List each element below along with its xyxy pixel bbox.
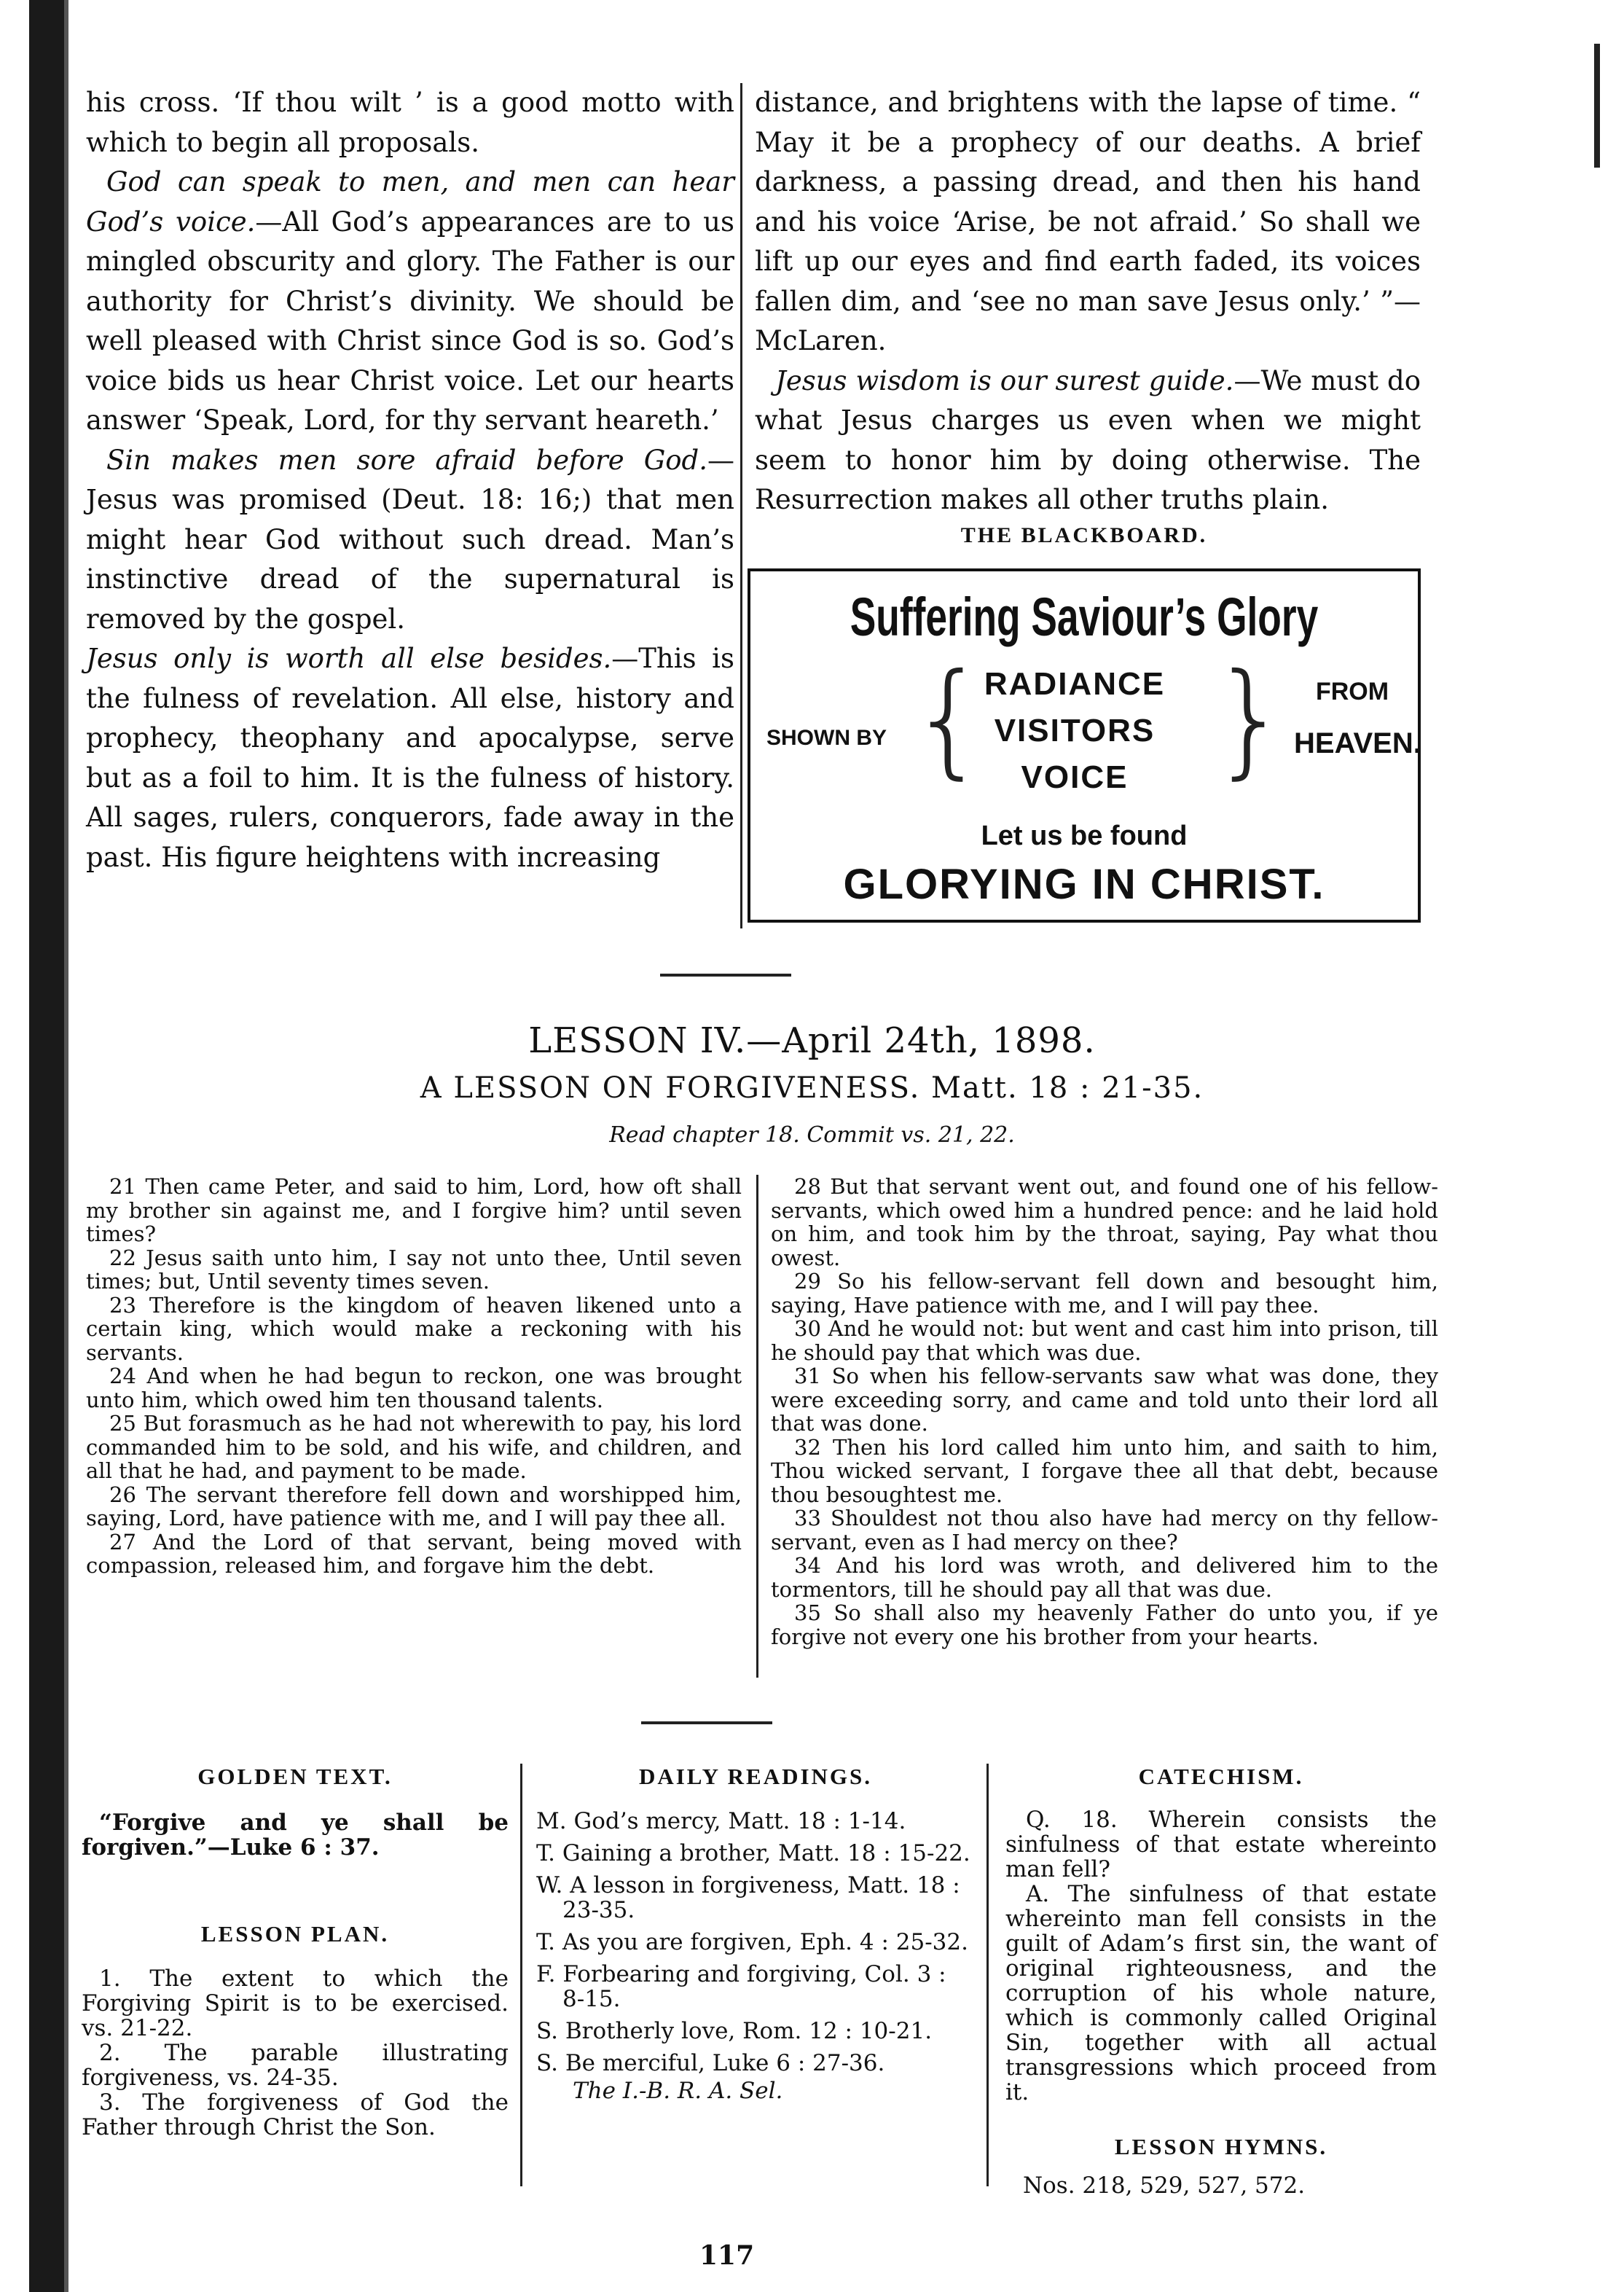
column-divider-bottom-1 — [520, 1764, 522, 2186]
bottom-left-column — [82, 1764, 509, 2140]
paragraph-text: —Jesus was promised (Deut. 18: 16;) that men might hear God without such dread. Man’s instinctive dread of the supernatural is removed by the gospel. — [86, 444, 734, 635]
blackboard-glorying: GLORYING IN CHRIST. — [843, 861, 1325, 908]
lesson-subtitle: A LESSON ON FORGIVENESS. Matt. 18 : 21-35. — [420, 1071, 1204, 1105]
column-divider-top — [740, 83, 742, 928]
blackboard-shown-by: SHOWN BY — [766, 726, 887, 750]
daily-readings-list — [536, 1809, 975, 2076]
paragraph-text: —This is the fulness of revelation. All else, history and prophecy, theophany and apocalypse, serve but as a foil to him. It is the fulness of history. All sages, rulers, conquerors, fade away in the past. His figure heightens with increasing — [86, 643, 734, 873]
lesson-plan-item: 2. The parable illustrating forgiveness, vs. 24-35. — [82, 2040, 509, 2091]
lesson-plan-list — [82, 1966, 509, 2140]
paragraph-text: —We must do what Jesus charges us even when we might seem to honor him by doing otherwise. The Resurrection makes all other truths plain. — [755, 364, 1421, 515]
golden-text-heading: GOLDEN TEXT. — [197, 1764, 393, 1789]
scripture-verse: 27 And the Lord of that servant, being moved with compassion, released him, and forgave him the debt. — [86, 1529, 742, 1578]
left-brace: { — [909, 647, 989, 791]
commentary-paragraph — [755, 83, 1421, 361]
column-divider-verses — [756, 1175, 758, 1678]
bottom-right-column — [1005, 1764, 1437, 2198]
lesson-title: LESSON IV.—April 24th, 1898. — [528, 1020, 1096, 1061]
catechism-answer: A. The sinfulness of that estate whereinto man fell consists in the guilt of Adam’s first sin, the want of original righteousness, and the corruption of his whole nature, which is commonly called Original Sin, together with all actual transgressions which proceed from it. — [1005, 1881, 1437, 2105]
scripture-verse: 30 And he would not: but went and cast him into prison, till he should pay that which was due. — [771, 1316, 1438, 1365]
paragraph-text: his cross. ‘If thou wilt ’ is a good motto with which to begin all proposals. — [86, 87, 734, 158]
blackboard-box — [748, 568, 1421, 923]
scripture-verse: 31 So when his fellow-servants saw what was done, they were exceeding sorry, and came and told unto their lord all that was done. — [771, 1364, 1438, 1436]
lesson-plan-item: 1. The extent to which the Forgiving Spirit is to be exercised. vs. 21-22. — [82, 1966, 509, 2041]
blackboard-item-voice: VOICE — [1021, 759, 1129, 795]
blackboard-heaven: HEAVEN. — [1294, 727, 1421, 759]
daily-reading-item: M. God’s mercy, Matt. 18 : 1-14. — [536, 1808, 906, 1834]
scripture-verse: 34 And his lord was wroth, and delivered him to the tormentors, till he should pay all that was due. — [771, 1553, 1438, 1602]
paragraph-text: distance, and brightens with the lapse of time. “ May it be a prophecy of our deaths. A brief darkness, a passing dread, and then his hand and his voice ‘Arise, be not afraid.’ So shall we lift up our eyes and find earth faded, its voices fallen dim, and ‘see no man save Jesus only.’ ”—McLaren. — [755, 87, 1421, 356]
paragraph-lead: Jesus only is worth all else besides. — [86, 643, 612, 674]
scripture-verse: 29 So his fellow-servant fell down and besought him, saying, Have patience with me, and I will pay thee. — [771, 1269, 1438, 1318]
blackboard-from: FROM — [1315, 678, 1389, 705]
lesson-hymns: Nos. 218, 529, 527, 572. — [1023, 2172, 1306, 2199]
scripture-verses-left — [86, 1175, 742, 1578]
section-divider-2 — [641, 1721, 772, 1724]
paragraph-lead: God can speak to men, and men can hear God’s voice. — [86, 166, 734, 238]
scripture-verse: 26 The servant therefore fell down and worshipped him, saying, Lord, have patience with me, and I will pay thee all. — [86, 1482, 742, 1530]
scripture-verse: 21 Then came Peter, and said to him, Lord, how oft shall my brother sin against me, and I forgive him? until seven times? — [86, 1174, 742, 1246]
daily-reading-item: T. As you are forgiven, Eph. 4 : 25-32. — [536, 1929, 968, 1955]
blackboard-label: THE BLACKBOARD. — [960, 523, 1208, 547]
right-brace: } — [1211, 647, 1290, 791]
lesson-read-commit: Read chapter 18. Commit vs. 21, 22. — [609, 1122, 1015, 1148]
scripture-verse: 35 So shall also my heavenly Father do unto you, if ye forgive not every one his brother from your hearts. — [771, 1600, 1438, 1649]
daily-reading-item: F. Forbearing and forgiving, Col. 3 : 8-15. — [536, 1961, 946, 2012]
commentary-paragraph — [755, 361, 1421, 520]
commentary-paragraph — [86, 163, 734, 441]
catechism-heading: CATECHISM. — [1138, 1764, 1304, 1789]
catechism-question: Q. 18. Wherein consists the sinfulness of that estate whereinto man fell? — [1005, 1807, 1437, 1882]
commentary-paragraph — [86, 83, 734, 163]
lesson-plan-item: 3. The forgiveness of God the Father through Christ the Son. — [82, 2089, 509, 2140]
paragraph-text: —All God’s appearances are to us mingled obscurity and glory. The Father is our authority for Christ’s divinity. We should be well pleased with Christ since God is so. God’s voice bids us hear Christ voice. Let our hearts answer ‘Speak, Lord, for thy servant heareth.’ — [86, 206, 735, 436]
daily-reading-item: W. A lesson in forgiveness, Matt. 18 : 23-35. — [536, 1872, 960, 1923]
scripture-verse: 23 Therefore is the kingdom of heaven likened unto a certain king, which would make a reckoning with his servants. — [86, 1292, 742, 1365]
page-number: 117 — [699, 2240, 755, 2271]
paragraph-lead: Sin makes men sore afraid before God. — [106, 444, 707, 476]
column-divider-bottom-2 — [986, 1764, 989, 2186]
scripture-verses-right — [771, 1175, 1438, 1648]
scripture-verse: 24 And when he had begun to reckon, one was brought unto him, which owed him ten thousand talents. — [86, 1364, 742, 1412]
blackboard-let-us: Let us be found — [981, 821, 1188, 851]
commentary-paragraph — [86, 441, 734, 640]
left-commentary-column — [86, 83, 734, 877]
bottom-middle-column — [536, 1764, 975, 2103]
lesson-hymns-heading: LESSON HYMNS. — [1114, 2134, 1328, 2159]
daily-reading-item: T. Gaining a brother, Matt. 18 : 15-22. — [536, 1840, 970, 1866]
lesson-plan-heading: LESSON PLAN. — [200, 1921, 390, 1947]
daily-reading-item: S. Brotherly love, Rom. 12 : 10-21. — [536, 2018, 933, 2044]
blackboard-item-radiance: RADIANCE — [984, 666, 1166, 702]
section-divider-1 — [660, 974, 791, 977]
scripture-verse: 33 Shouldest not thou also have had mercy on thy fellow-servant, even as I had mercy on thee? — [771, 1506, 1438, 1554]
commentary-paragraph — [86, 639, 734, 877]
scripture-verse: 28 But that servant went out, and found one of his fellow-servants, which owed him a hundred pence: and he laid hold on him, and took him by the throat, saying, Pay what thou owest. — [771, 1174, 1438, 1270]
right-commentary-column — [755, 83, 1421, 520]
paragraph-lead: Jesus wisdom is our surest guide. — [775, 364, 1234, 396]
blackboard-item-visitors: VISITORS — [994, 713, 1156, 748]
margin-mark — [1594, 44, 1600, 168]
scripture-verse: 22 Jesus saith unto him, I say not unto thee, Until seven times; but, Until seventy times seven. — [86, 1245, 742, 1294]
scripture-verse: 25 But forasmuch as he had not wherewith to pay, his lord commanded him to be sold, and his wife, and children, and all that he had, and payment to be made. — [86, 1411, 742, 1483]
daily-readings-signature: The I.-B. R. A. Sel. — [573, 2078, 783, 2104]
daily-readings-heading: DAILY READINGS. — [638, 1764, 873, 1789]
scripture-verse: 32 Then his lord called him unto him, and saith to him, Thou wicked servant, I forgave thee all that debt, because thou besoughtest me. — [771, 1434, 1438, 1507]
golden-text: “Forgive and ye shall be forgiven.”—Luke 6 : 37. — [82, 1810, 509, 1861]
blackboard-heading: Suffering Saviour’s Glory — [850, 587, 1319, 647]
daily-reading-item: S. Be merciful, Luke 6 : 27-36. — [536, 2050, 885, 2076]
